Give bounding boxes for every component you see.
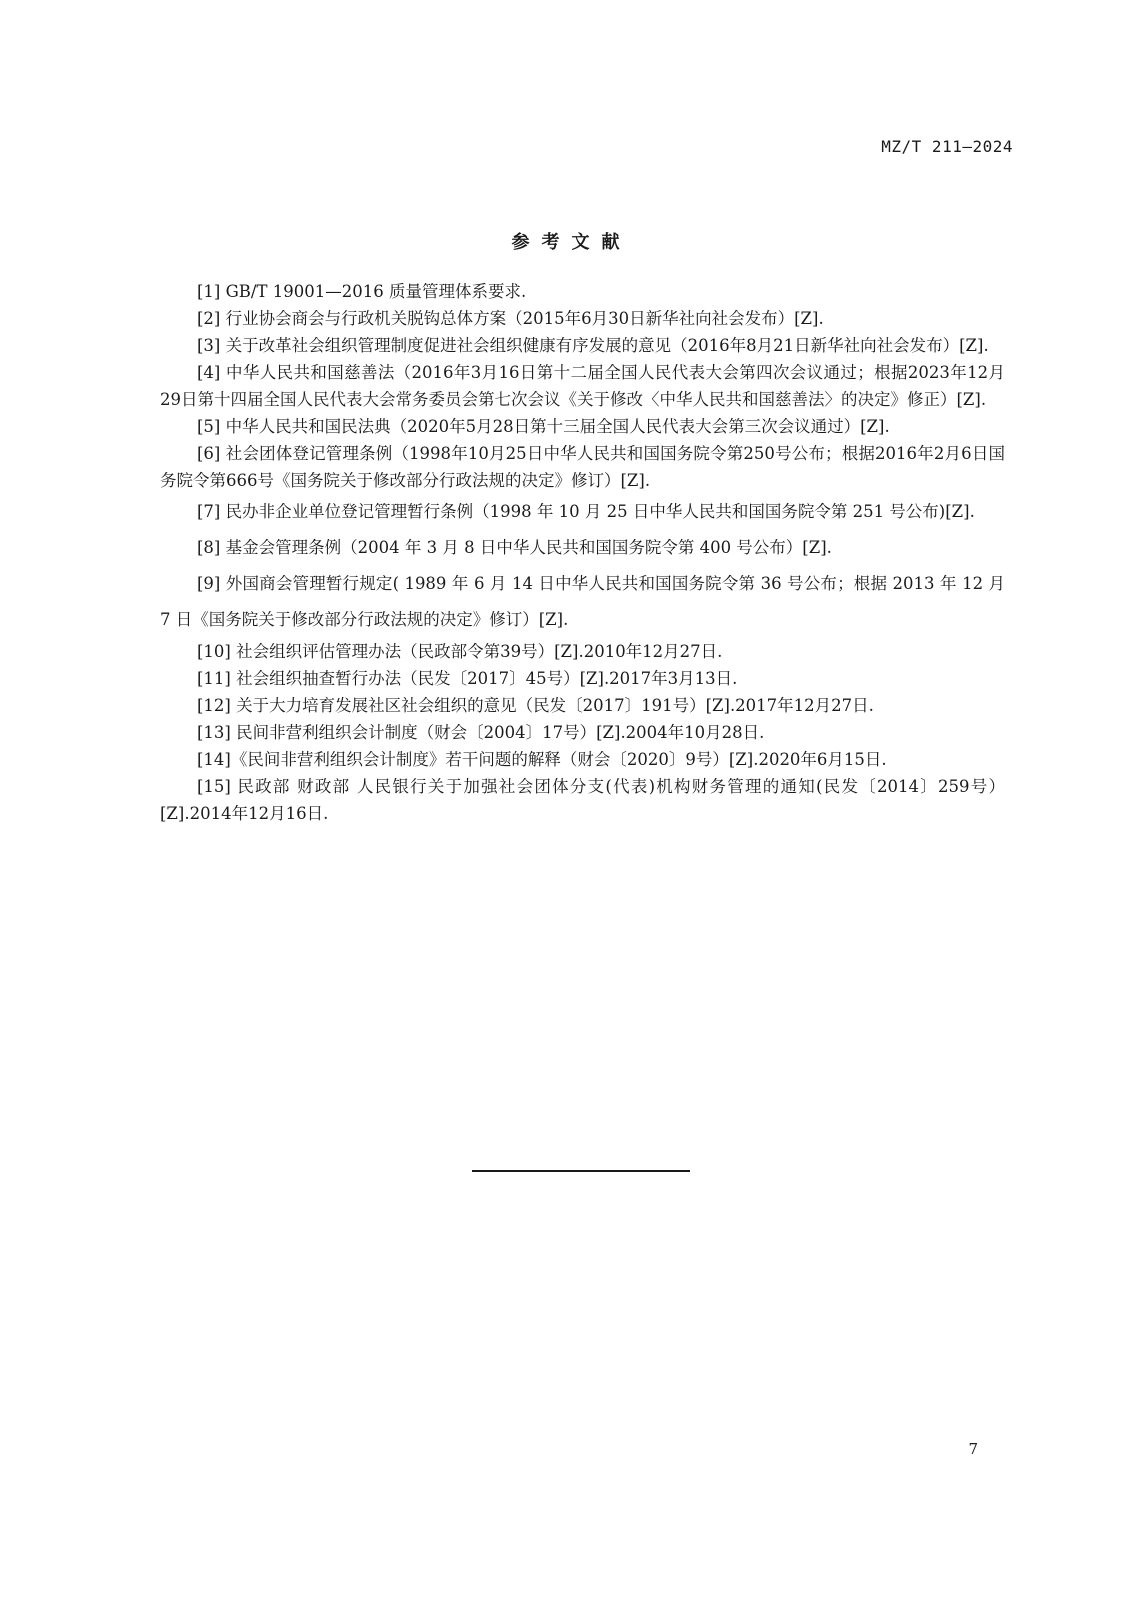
reference-item: [11] 社会组织抽查暂行办法（民发〔2017〕45号）[Z].2017年3月13日.	[197, 669, 738, 688]
reference-list	[160, 278, 1005, 827]
reference-item: [13] 民间非营利组织会计制度（财会〔2004〕17号）[Z].2004年10月28日.	[197, 723, 765, 742]
reference-item: [8] 基金会管理条例（2004 年 3 月 8 日中华人民共和国国务院令第 400 号公布）[Z].	[197, 538, 832, 557]
reference-item: [10] 社会组织评估管理办法（民政部令第39号）[Z].2010年12月27日.	[197, 642, 723, 661]
reference-item: [7] 民办非企业单位登记管理暂行条例（1998 年 10 月 25 日中华人民共和国国务院令第 251 号公布)[Z].	[197, 502, 975, 521]
reference-item: [3] 关于改革社会组织管理制度促进社会组织健康有序发展的意见（2016年8月21日新华社向社会发布）[Z].	[197, 336, 989, 355]
reference-item: [2] 行业协会商会与行政机关脱钩总体方案（2015年6月30日新华社向社会发布）[Z].	[197, 309, 824, 328]
reference-item: [6] 社会团体登记管理条例（1998年10月25日中华人民共和国国务院令第250号公布；根据2016年2月6日国务院令第666号《国务院关于修改部分行政法规的决定》修订）[Z].	[160, 444, 1005, 490]
reference-item: [12] 关于大力培育发展社区社会组织的意见（民发〔2017〕191号）[Z].2017年12月27日.	[197, 696, 874, 715]
end-rule	[472, 1170, 690, 1172]
reference-item: [4] 中华人民共和国慈善法（2016年3月16日第十二届全国人民代表大会第四次会议通过；根据2023年12月29日第十四届全国人民代表大会常务委员会第七次会议《关于修改〈中华人民共和国慈善法〉的决定》修正）[Z].	[160, 363, 1005, 409]
reference-item: [9] 外国商会管理暂行规定( 1989 年 6 月 14 日中华人民共和国国务院令第 36 号公布；根据 2013 年 12 月 7 日《国务院关于修改部分行政法规的决定》修订）[Z].	[160, 574, 1005, 629]
reference-item: [14]《民间非营利组织会计制度》若干问题的解释（财会〔2020〕9号）[Z].2020年6月15日.	[197, 750, 887, 769]
page-number: 7	[968, 1440, 978, 1458]
reference-item: [15] 民政部 财政部 人民银行关于加强社会团体分支(代表)机构财务管理的通知(民发〔2014〕259号）[Z].2014年12月16日.	[160, 777, 1005, 823]
reference-item: [5] 中华人民共和国民法典（2020年5月28日第十三届全国人民代表大会第三次会议通过）[Z].	[197, 417, 890, 436]
section-title: 参考文献	[511, 232, 632, 253]
reference-item: [1] GB/T 19001—2016 质量管理体系要求.	[197, 282, 527, 301]
document-code: MZ/T 211—2024	[881, 137, 1013, 156]
